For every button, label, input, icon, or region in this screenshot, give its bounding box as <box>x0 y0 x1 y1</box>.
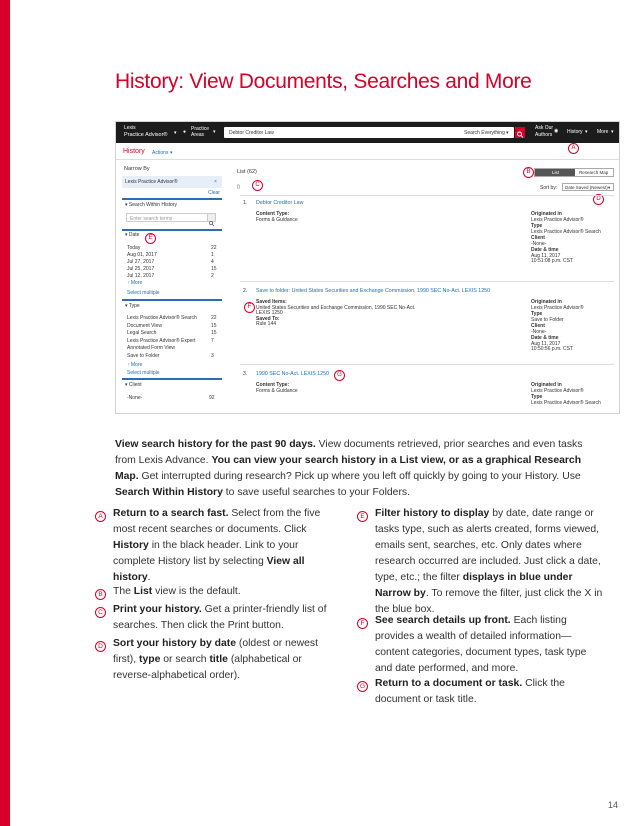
bullet-b: B <box>95 589 106 600</box>
callout-f: F <box>244 302 255 313</box>
date-option[interactable]: Today <box>127 245 141 251</box>
apple-icon: ● <box>183 129 187 135</box>
meta-value: -None- <box>531 240 547 247</box>
item-d: Sort your history by date (oldest or newest first), type or search title (alphabetical or reverse-alphabetical order). <box>113 638 318 681</box>
meta-value: Lexis Practice Advisor® <box>531 304 584 311</box>
intro-paragraph: View search history for the past 90 days. View documents retrieved, prior searches and even tasks from Lexis Advance. You can view your search history in a List view, or as a graphical Research Map. Get interrupted during research? Pick up where you left off quickly by going to your History. Use Search Within History to save useful searches to your Folders. <box>115 439 583 498</box>
more-dates-link[interactable]: ↑ More <box>127 280 143 286</box>
history-menu[interactable]: History <box>567 129 583 135</box>
meta-label: Originated in <box>531 211 562 217</box>
callout-e: E <box>145 233 156 244</box>
practice-areas-1[interactable]: Practice <box>191 126 210 132</box>
meta-value: Aug 11, 2017 <box>531 252 561 259</box>
date-option[interactable]: Aug 01, 2017 <box>127 252 157 258</box>
result-number: 1. <box>243 200 248 206</box>
field-value: Forms & Guidance <box>256 387 298 394</box>
date-count: 22 <box>211 245 217 251</box>
research-map-button[interactable]: Research Map <box>579 170 609 175</box>
date-count: 2 <box>211 273 214 279</box>
meta-label: Client <box>531 323 545 329</box>
selected-filter-chip[interactable] <box>122 176 222 188</box>
field-label: Saved To: <box>256 315 280 322</box>
meta-value: Lexis Practice Advisor® <box>531 387 584 394</box>
history-screenshot <box>115 121 620 414</box>
field-value: United States Securities and Exchange Commission, 1990 SEC No-Act. <box>256 304 416 311</box>
meta-value: Lexis Practice Advisor® Search <box>531 228 601 235</box>
meta-label: Type <box>531 311 543 317</box>
black-header <box>116 122 620 143</box>
client-count: 92 <box>209 395 215 401</box>
chevron-down-icon[interactable]: ▾ <box>170 150 173 156</box>
callout-b: B <box>523 167 534 178</box>
field-value: Forms & Guidance <box>256 216 298 223</box>
type-section <box>122 299 222 301</box>
field-label: Content Type: <box>256 211 290 217</box>
meta-value: Aug 11, 2017 <box>531 340 561 347</box>
print-icon[interactable]: ▯ <box>237 184 240 190</box>
history-heading: History <box>123 148 145 155</box>
bullet-e: E <box>357 511 368 522</box>
callout-c: C <box>252 180 263 191</box>
search-within-heading[interactable]: ▾ Search Within History <box>125 202 177 208</box>
type-option[interactable]: Lexis Practice Advisor® Search <box>127 315 197 321</box>
date-count: 15 <box>211 266 217 272</box>
type-option[interactable]: Save to Folder <box>127 353 160 359</box>
type-count: 15 <box>211 322 217 329</box>
bullet-f: F <box>357 618 368 629</box>
search-scope[interactable]: Search Everything <box>464 129 505 136</box>
search-within-button[interactable] <box>207 213 216 222</box>
sort-select[interactable] <box>562 183 614 191</box>
client-heading[interactable]: ▾ Client <box>125 382 142 388</box>
field-value: LEXIS 1250 <box>256 310 283 316</box>
ask-authors-2[interactable]: Authors <box>535 132 553 138</box>
search-value: Debtor Creditor Law <box>229 129 274 136</box>
meta-label: Originated in <box>531 299 562 305</box>
search-within-section <box>122 198 222 200</box>
meta-value: 10:51:08 p.m. CST <box>531 258 573 264</box>
list-view-label: List <box>552 170 560 175</box>
brand-line1: Lexis <box>124 125 136 131</box>
brand-line2[interactable]: Practice Advisor® <box>124 132 168 138</box>
result-number: 3. <box>243 371 248 377</box>
practice-areas-2[interactable]: Areas <box>191 132 205 138</box>
list-divider <box>240 364 614 365</box>
chevron-down-icon[interactable]: ▾ <box>174 130 177 136</box>
search-icon <box>515 129 525 140</box>
item-e: Filter history to display by date, date range or tasks type, such as alerts created, forms viewed, emails sent, searches, etc. Only dates where research occurred are included. Just click a date, type, etc.; the filter displays in blue under Narrow by. To remove the filter, just click the X in the blue box. <box>375 508 603 615</box>
result-title-link[interactable]: Save to folder: United States Securities and Exchange Commission, 1990 SEC No-Act. LEXIS 1250 <box>256 288 491 294</box>
date-option[interactable]: Jul 27, 2017 <box>127 259 155 265</box>
page-number: 14 <box>608 800 619 810</box>
chevron-down-icon[interactable]: ▾ <box>585 129 588 135</box>
type-option[interactable]: Legal Search <box>127 330 157 337</box>
bullet-g: G <box>357 681 368 692</box>
page-title: History: View Documents, Searches and More <box>115 70 532 93</box>
more-types-link[interactable]: ↑ More <box>127 362 143 368</box>
narrow-by-heading: Narrow By <box>124 166 150 172</box>
date-heading[interactable]: ▾ Date <box>125 232 140 238</box>
client-section <box>122 378 222 380</box>
date-count: 4 <box>211 259 214 265</box>
meta-label: Type <box>531 223 543 229</box>
sort-value: Date Saved (Newest) <box>565 185 608 190</box>
meta-value: -None- <box>531 328 547 335</box>
meta-value: Lexis Practice Advisor® Search <box>531 399 601 406</box>
view-toggle[interactable] <box>534 168 614 177</box>
more-menu[interactable]: More <box>597 129 609 135</box>
item-f: See search details up front. Each listing provides a wealth of detailed information—content categories, document types, task type and date performed, and more. <box>375 615 587 674</box>
result-number: 2. <box>243 288 248 294</box>
type-option[interactable]: Document View <box>127 322 162 329</box>
user-icon[interactable]: ◉ <box>554 128 559 134</box>
callout-d: D <box>593 194 604 205</box>
bullet-a: A <box>95 511 106 522</box>
list-view-button[interactable] <box>535 169 575 176</box>
type-option[interactable]: Lexis Practice Advisor® Expert <box>127 337 196 344</box>
meta-value: Lexis Practice Advisor® <box>531 216 584 223</box>
meta-label: Originated in <box>531 382 562 388</box>
date-option[interactable]: Jul 12, 2017 <box>127 273 155 279</box>
type-option[interactable]: Annotated Form View <box>127 345 175 352</box>
item-g: Return to a document or task. Click the document or task title. <box>375 678 565 705</box>
result-title-link[interactable]: 1990 SEC No-Act. LEXIS 1250 <box>256 371 330 377</box>
field-label: Saved Items: <box>256 299 287 305</box>
chevron-down-icon[interactable]: ▾ <box>506 129 509 136</box>
type-heading[interactable]: ▾ Type <box>125 303 140 309</box>
search-placeholder: Enter search terms <box>130 215 173 222</box>
field-label: Content Type: <box>256 382 290 388</box>
select-multiple-link[interactable]: Select multiple <box>127 290 160 296</box>
type-count: 7 <box>211 337 214 344</box>
select-multiple-link[interactable]: Select multiple <box>127 370 160 376</box>
ask-authors-1[interactable]: Ask Our <box>535 125 554 131</box>
chevron-down-icon[interactable]: ▾ <box>213 129 216 135</box>
list-count: List (62) <box>237 169 257 175</box>
chevron-down-icon[interactable]: ▾ <box>611 129 614 135</box>
type-count: 22 <box>211 315 217 321</box>
list-divider <box>240 281 614 282</box>
search-within-input[interactable] <box>126 213 208 222</box>
date-section <box>122 229 222 231</box>
callout-a: A <box>568 143 579 154</box>
item-a: Return to a search fast. Select from the five most recent searches or documents. Click History in the black header. Link to your complete History list by selecting View all history. <box>113 508 321 583</box>
type-count: 15 <box>211 330 217 337</box>
page-edge-bar <box>0 0 10 826</box>
item-c: Print your history. Get a printer-friendly list of searches. Then click the Print button. <box>113 604 327 631</box>
bullet-d: D <box>95 641 106 652</box>
date-count: 1 <box>211 252 214 258</box>
bullet-c: C <box>95 607 106 618</box>
selected-filter-label: Lexis Practice Advisor® <box>125 179 178 185</box>
actions-menu[interactable]: Actions <box>152 150 169 156</box>
result-title-link[interactable]: Debtor Creditor Law <box>256 200 304 206</box>
history-header <box>116 143 620 160</box>
meta-label: Date & time <box>531 335 559 341</box>
list-divider <box>240 195 614 196</box>
field-value: Rule 144 <box>256 321 277 327</box>
sort-label: Sort by: <box>540 185 558 191</box>
search-button[interactable] <box>515 127 525 138</box>
meta-label: Client <box>531 235 545 241</box>
search-icon <box>208 220 215 227</box>
client-value[interactable]: -None- <box>127 395 143 401</box>
type-count: 3 <box>211 353 214 359</box>
search-input[interactable] <box>224 127 514 138</box>
meta-label: Date & time <box>531 247 559 253</box>
clear-link[interactable]: Clear <box>208 190 220 196</box>
close-icon[interactable]: × <box>214 179 217 185</box>
meta-value: Save to Folder <box>531 316 564 323</box>
meta-label: Type <box>531 394 543 400</box>
date-option[interactable]: Jul 25, 2017 <box>127 266 155 272</box>
meta-value: 10:50:56 p.m. CST <box>531 346 573 352</box>
item-b: The List view is the default. <box>113 586 241 597</box>
callout-g: G <box>334 370 345 381</box>
chevron-down-icon[interactable]: ▾ <box>608 185 611 190</box>
